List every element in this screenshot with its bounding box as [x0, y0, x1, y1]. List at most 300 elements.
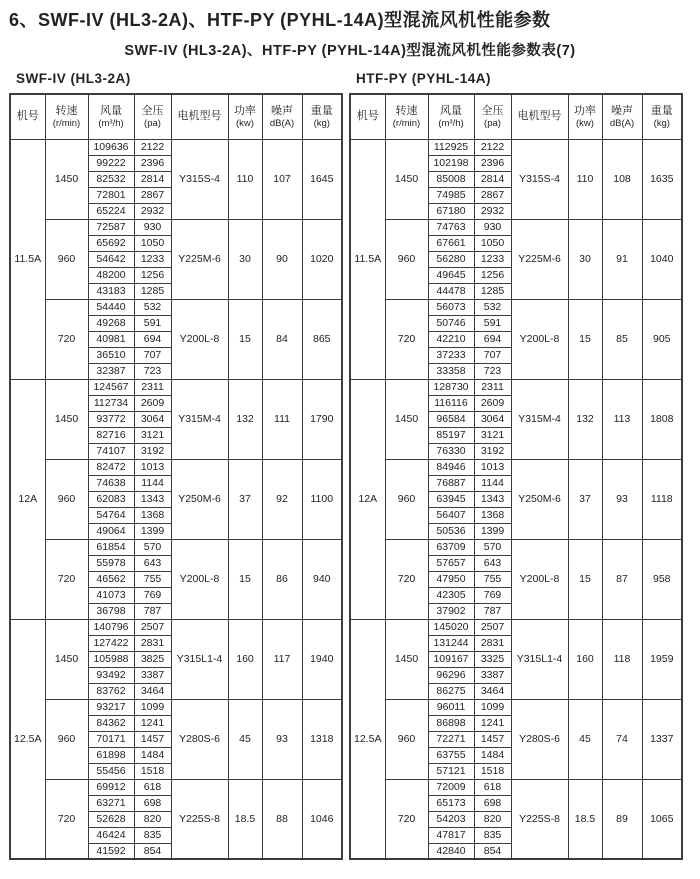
noise-cell: 86 [262, 539, 302, 619]
pressure-cell: 3121 [474, 427, 511, 443]
column-header-motor: 电机型号 [511, 94, 568, 139]
pressure-cell: 787 [134, 603, 171, 619]
flow-cell: 67661 [428, 235, 474, 251]
pressure-cell: 3825 [134, 651, 171, 667]
flow-cell: 84362 [88, 715, 134, 731]
pressure-cell: 1399 [134, 523, 171, 539]
column-header-motor: 电机型号 [171, 94, 228, 139]
pressure-cell: 1099 [474, 699, 511, 715]
table-row [10, 699, 342, 715]
power-cell: 132 [568, 379, 602, 459]
pressure-cell: 1368 [474, 507, 511, 523]
pressure-cell: 2507 [134, 619, 171, 635]
noise-cell: 91 [602, 219, 642, 299]
flow-cell: 82716 [88, 427, 134, 443]
pressure-cell: 755 [474, 571, 511, 587]
power-cell: 15 [568, 299, 602, 379]
flow-cell: 128730 [428, 379, 474, 395]
power-cell: 160 [568, 619, 602, 699]
column-header-power: 功率 (kw) [568, 94, 602, 139]
weight-cell: 1318 [302, 699, 342, 779]
pressure-cell: 3464 [474, 683, 511, 699]
pressure-cell: 1285 [134, 283, 171, 299]
weight-cell: 1020 [302, 219, 342, 299]
pressure-cell: 1144 [134, 475, 171, 491]
flow-cell: 54764 [88, 507, 134, 523]
pressure-cell: 1457 [134, 731, 171, 747]
table-row [350, 379, 682, 395]
flow-cell: 63271 [88, 795, 134, 811]
motor-cell: Y315M-4 [511, 379, 568, 459]
pressure-cell: 2396 [134, 155, 171, 171]
pressure-cell: 2311 [134, 379, 171, 395]
pressure-cell: 694 [474, 331, 511, 347]
weight-cell: 1808 [642, 379, 682, 459]
table-row [350, 779, 682, 795]
flow-cell: 85197 [428, 427, 474, 443]
flow-cell: 76330 [428, 443, 474, 459]
flow-cell: 93772 [88, 411, 134, 427]
pressure-cell: 930 [134, 219, 171, 235]
table-row [10, 139, 342, 155]
pressure-cell: 643 [474, 555, 511, 571]
flow-cell: 41592 [88, 843, 134, 859]
flow-cell: 61854 [88, 539, 134, 555]
table-row [350, 139, 682, 155]
rpm-cell: 720 [385, 539, 428, 619]
pressure-cell: 3464 [134, 683, 171, 699]
table-row [10, 459, 342, 475]
power-cell: 15 [228, 539, 262, 619]
pressure-cell: 723 [474, 363, 511, 379]
flow-cell: 42305 [428, 587, 474, 603]
noise-cell: 118 [602, 619, 642, 699]
model-cell: 12.5A [10, 619, 45, 859]
column-header-noise: 噪声 dB(A) [602, 94, 642, 139]
model-cell: 11.5A [350, 139, 385, 379]
power-cell: 45 [568, 699, 602, 779]
pressure-cell: 2122 [474, 139, 511, 155]
pressure-cell: 1050 [134, 235, 171, 251]
column-header-model: 机号 [350, 94, 385, 139]
pressure-cell: 618 [134, 779, 171, 795]
flow-cell: 46424 [88, 827, 134, 843]
flow-cell: 50746 [428, 315, 474, 331]
rpm-cell: 1450 [45, 379, 88, 459]
flow-cell: 109636 [88, 139, 134, 155]
pressure-cell: 694 [134, 331, 171, 347]
noise-cell: 117 [262, 619, 302, 699]
motor-cell: Y280S-6 [171, 699, 228, 779]
power-cell: 110 [568, 139, 602, 219]
power-cell: 37 [568, 459, 602, 539]
pressure-cell: 643 [134, 555, 171, 571]
noise-cell: 88 [262, 779, 302, 859]
flow-cell: 52628 [88, 811, 134, 827]
weight-cell: 1790 [302, 379, 342, 459]
flow-cell: 65173 [428, 795, 474, 811]
noise-cell: 107 [262, 139, 302, 219]
flow-cell: 131244 [428, 635, 474, 651]
table-row [350, 539, 682, 555]
flow-cell: 112734 [88, 395, 134, 411]
pressure-cell: 707 [134, 347, 171, 363]
pressure-cell: 1256 [474, 267, 511, 283]
weight-cell: 1337 [642, 699, 682, 779]
table-row [10, 379, 342, 395]
flow-cell: 56073 [428, 299, 474, 315]
tables-container [9, 71, 691, 860]
pressure-cell: 707 [474, 347, 511, 363]
rpm-cell: 720 [385, 299, 428, 379]
rpm-cell: 720 [45, 539, 88, 619]
noise-cell: 87 [602, 539, 642, 619]
pressure-cell: 1099 [134, 699, 171, 715]
flow-cell: 46562 [88, 571, 134, 587]
table-row [350, 219, 682, 235]
power-cell: 37 [228, 459, 262, 539]
table-row [350, 299, 682, 315]
weight-cell: 1118 [642, 459, 682, 539]
motor-cell: Y200L-8 [171, 299, 228, 379]
motor-cell: Y250M-6 [511, 459, 568, 539]
power-cell: 30 [228, 219, 262, 299]
flow-cell: 63709 [428, 539, 474, 555]
header-row [350, 94, 682, 139]
pressure-cell: 2609 [134, 395, 171, 411]
pressure-cell: 1343 [474, 491, 511, 507]
model-cell: 11.5A [10, 139, 45, 379]
header-row [10, 94, 342, 139]
motor-cell: Y225M-6 [171, 219, 228, 299]
flow-cell: 41073 [88, 587, 134, 603]
weight-cell: 1959 [642, 619, 682, 699]
flow-cell: 65692 [88, 235, 134, 251]
flow-cell: 50536 [428, 523, 474, 539]
rpm-cell: 1450 [385, 619, 428, 699]
flow-cell: 55456 [88, 763, 134, 779]
flow-cell: 72009 [428, 779, 474, 795]
flow-cell: 74638 [88, 475, 134, 491]
flow-cell: 76887 [428, 475, 474, 491]
weight-cell: 1645 [302, 139, 342, 219]
motor-cell: Y225S-8 [171, 779, 228, 859]
pressure-cell: 787 [474, 603, 511, 619]
column-header-power: 功率 (kw) [228, 94, 262, 139]
weight-cell: 1635 [642, 139, 682, 219]
flow-cell: 72587 [88, 219, 134, 235]
flow-cell: 69912 [88, 779, 134, 795]
pressure-cell: 723 [134, 363, 171, 379]
flow-cell: 32387 [88, 363, 134, 379]
pressure-cell: 835 [474, 827, 511, 843]
flow-cell: 49064 [88, 523, 134, 539]
pressure-cell: 854 [474, 843, 511, 859]
flow-cell: 67180 [428, 203, 474, 219]
pressure-cell: 930 [474, 219, 511, 235]
weight-cell: 1100 [302, 459, 342, 539]
motor-cell: Y315L1-4 [511, 619, 568, 699]
model-cell: 12A [10, 379, 45, 619]
rpm-cell: 1450 [385, 379, 428, 459]
flow-cell: 61898 [88, 747, 134, 763]
weight-cell: 940 [302, 539, 342, 619]
flow-cell: 63945 [428, 491, 474, 507]
rpm-cell: 720 [45, 779, 88, 859]
flow-cell: 63755 [428, 747, 474, 763]
pressure-cell: 570 [474, 539, 511, 555]
pressure-cell: 2122 [134, 139, 171, 155]
pressure-cell: 3387 [474, 667, 511, 683]
motor-cell: Y315L1-4 [171, 619, 228, 699]
pressure-cell: 2609 [474, 395, 511, 411]
flow-cell: 42210 [428, 331, 474, 347]
rpm-cell: 720 [45, 299, 88, 379]
noise-cell: 113 [602, 379, 642, 459]
noise-cell: 92 [262, 459, 302, 539]
noise-cell: 74 [602, 699, 642, 779]
flow-cell: 48200 [88, 267, 134, 283]
pressure-cell: 1285 [474, 283, 511, 299]
pressure-cell: 1518 [134, 763, 171, 779]
power-cell: 15 [568, 539, 602, 619]
motor-cell: Y225S-8 [511, 779, 568, 859]
pressure-cell: 2932 [134, 203, 171, 219]
motor-cell: Y315S-4 [171, 139, 228, 219]
pressure-cell: 1518 [474, 763, 511, 779]
pressure-cell: 1343 [134, 491, 171, 507]
noise-cell: 84 [262, 299, 302, 379]
rpm-cell: 960 [45, 459, 88, 539]
flow-cell: 96584 [428, 411, 474, 427]
flow-cell: 57121 [428, 763, 474, 779]
flow-cell: 54642 [88, 251, 134, 267]
motor-cell: Y315S-4 [511, 139, 568, 219]
flow-cell: 83762 [88, 683, 134, 699]
flow-cell: 99222 [88, 155, 134, 171]
noise-cell: 93 [602, 459, 642, 539]
flow-cell: 102198 [428, 155, 474, 171]
noise-cell: 89 [602, 779, 642, 859]
pressure-cell: 1484 [474, 747, 511, 763]
pressure-cell: 532 [474, 299, 511, 315]
table-row [350, 619, 682, 635]
pressure-cell: 1233 [474, 251, 511, 267]
flow-cell: 72271 [428, 731, 474, 747]
model-cell: 12.5A [350, 619, 385, 859]
flow-cell: 86275 [428, 683, 474, 699]
flow-cell: 54203 [428, 811, 474, 827]
flow-cell: 33358 [428, 363, 474, 379]
pressure-cell: 769 [474, 587, 511, 603]
column-header-flow: 风量 (m³/h) [88, 94, 134, 139]
pressure-cell: 2867 [474, 187, 511, 203]
column-header-speed: 转速 (r/min) [45, 94, 88, 139]
flow-cell: 49268 [88, 315, 134, 331]
pressure-cell: 2507 [474, 619, 511, 635]
weight-cell: 865 [302, 299, 342, 379]
model-cell: 12A [350, 379, 385, 619]
column-header-noise: 噪声 dB(A) [262, 94, 302, 139]
power-cell: 18.5 [568, 779, 602, 859]
pressure-cell: 1484 [134, 747, 171, 763]
flow-cell: 145020 [428, 619, 474, 635]
pressure-cell: 1233 [134, 251, 171, 267]
rpm-cell: 1450 [45, 619, 88, 699]
pressure-cell: 3064 [134, 411, 171, 427]
flow-cell: 93217 [88, 699, 134, 715]
pressure-cell: 2831 [134, 635, 171, 651]
pressure-cell: 820 [134, 811, 171, 827]
pressure-cell: 1144 [474, 475, 511, 491]
flow-cell: 36798 [88, 603, 134, 619]
flow-cell: 49645 [428, 267, 474, 283]
flow-cell: 74763 [428, 219, 474, 235]
pressure-cell: 1050 [474, 235, 511, 251]
flow-cell: 57657 [428, 555, 474, 571]
flow-cell: 86898 [428, 715, 474, 731]
pressure-cell: 755 [134, 571, 171, 587]
rpm-cell: 960 [45, 219, 88, 299]
pressure-cell: 1457 [474, 731, 511, 747]
column-header-weight: 重量 (kg) [302, 94, 342, 139]
pressure-cell: 532 [134, 299, 171, 315]
flow-cell: 105988 [88, 651, 134, 667]
pressure-cell: 3387 [134, 667, 171, 683]
flow-cell: 96011 [428, 699, 474, 715]
rpm-cell: 960 [45, 699, 88, 779]
motor-cell: Y200L-8 [171, 539, 228, 619]
column-header-weight: 重量 (kg) [642, 94, 682, 139]
motor-cell: Y200L-8 [511, 539, 568, 619]
table-label-htf: HTF-PY (PYHL-14A) [356, 71, 492, 86]
noise-cell: 111 [262, 379, 302, 459]
pressure-cell: 1013 [474, 459, 511, 475]
pressure-cell: 1241 [134, 715, 171, 731]
flow-cell: 82472 [88, 459, 134, 475]
table-row [10, 779, 342, 795]
fan-params-table-htf [349, 93, 683, 860]
flow-cell: 70171 [88, 731, 134, 747]
flow-cell: 62083 [88, 491, 134, 507]
flow-cell: 43183 [88, 283, 134, 299]
power-cell: 18.5 [228, 779, 262, 859]
pressure-cell: 3064 [474, 411, 511, 427]
noise-cell: 90 [262, 219, 302, 299]
weight-cell: 1940 [302, 619, 342, 699]
flow-cell: 82532 [88, 171, 134, 187]
motor-cell: Y315M-4 [171, 379, 228, 459]
motor-cell: Y200L-8 [511, 299, 568, 379]
table-block-htf [349, 71, 683, 860]
table-row [10, 619, 342, 635]
rpm-cell: 960 [385, 459, 428, 539]
flow-cell: 54440 [88, 299, 134, 315]
noise-cell: 108 [602, 139, 642, 219]
pressure-cell: 591 [134, 315, 171, 331]
rpm-cell: 960 [385, 219, 428, 299]
pressure-cell: 698 [474, 795, 511, 811]
pressure-cell: 618 [474, 779, 511, 795]
table-row [10, 539, 342, 555]
power-cell: 15 [228, 299, 262, 379]
pressure-cell: 2814 [134, 171, 171, 187]
flow-cell: 72801 [88, 187, 134, 203]
fan-params-table-swf [9, 93, 343, 860]
table-row [10, 299, 342, 315]
pressure-cell: 769 [134, 587, 171, 603]
pressure-cell: 2396 [474, 155, 511, 171]
page-title: 6、SWF-IV (HL3-2A)、HTF-PY (PYHL-14A)型混流风机性能参数 [9, 10, 551, 30]
weight-cell: 1040 [642, 219, 682, 299]
flow-cell: 140796 [88, 619, 134, 635]
flow-cell: 47950 [428, 571, 474, 587]
motor-cell: Y225M-6 [511, 219, 568, 299]
table-row [10, 219, 342, 235]
column-header-flow: 风量 (m³/h) [428, 94, 474, 139]
power-cell: 45 [228, 699, 262, 779]
pressure-cell: 1013 [134, 459, 171, 475]
flow-cell: 74107 [88, 443, 134, 459]
flow-cell: 40981 [88, 331, 134, 347]
table-row [350, 699, 682, 715]
page-subtitle: SWF-IV (HL3-2A)、HTF-PY (PYHL-14A)型混流风机性能参数表(7) [124, 43, 576, 59]
pressure-cell: 591 [474, 315, 511, 331]
flow-cell: 44478 [428, 283, 474, 299]
flow-cell: 47817 [428, 827, 474, 843]
flow-cell: 74985 [428, 187, 474, 203]
pressure-cell: 2867 [134, 187, 171, 203]
pressure-cell: 820 [474, 811, 511, 827]
flow-cell: 127422 [88, 635, 134, 651]
weight-cell: 905 [642, 299, 682, 379]
flow-cell: 93492 [88, 667, 134, 683]
flow-cell: 84946 [428, 459, 474, 475]
table-label-swf: SWF-IV (HL3-2A) [16, 71, 131, 86]
flow-cell: 42840 [428, 843, 474, 859]
weight-cell: 1046 [302, 779, 342, 859]
flow-cell: 116116 [428, 395, 474, 411]
flow-cell: 56407 [428, 507, 474, 523]
pressure-cell: 3192 [134, 443, 171, 459]
column-header-pressure: 全压 (pa) [134, 94, 171, 139]
table-row [350, 459, 682, 475]
pressure-cell: 2814 [474, 171, 511, 187]
table-block-swf [9, 71, 343, 860]
flow-cell: 37902 [428, 603, 474, 619]
flow-cell: 37233 [428, 347, 474, 363]
rpm-cell: 960 [385, 699, 428, 779]
flow-cell: 112925 [428, 139, 474, 155]
flow-cell: 85008 [428, 171, 474, 187]
pressure-cell: 1241 [474, 715, 511, 731]
pressure-cell: 698 [134, 795, 171, 811]
flow-cell: 36510 [88, 347, 134, 363]
pressure-cell: 2831 [474, 635, 511, 651]
flow-cell: 96296 [428, 667, 474, 683]
power-cell: 30 [568, 219, 602, 299]
column-header-model: 机号 [10, 94, 45, 139]
power-cell: 110 [228, 139, 262, 219]
flow-cell: 124567 [88, 379, 134, 395]
flow-cell: 56280 [428, 251, 474, 267]
pressure-cell: 2932 [474, 203, 511, 219]
rpm-cell: 1450 [45, 139, 88, 219]
weight-cell: 1065 [642, 779, 682, 859]
column-header-speed: 转速 (r/min) [385, 94, 428, 139]
pressure-cell: 835 [134, 827, 171, 843]
pressure-cell: 1256 [134, 267, 171, 283]
